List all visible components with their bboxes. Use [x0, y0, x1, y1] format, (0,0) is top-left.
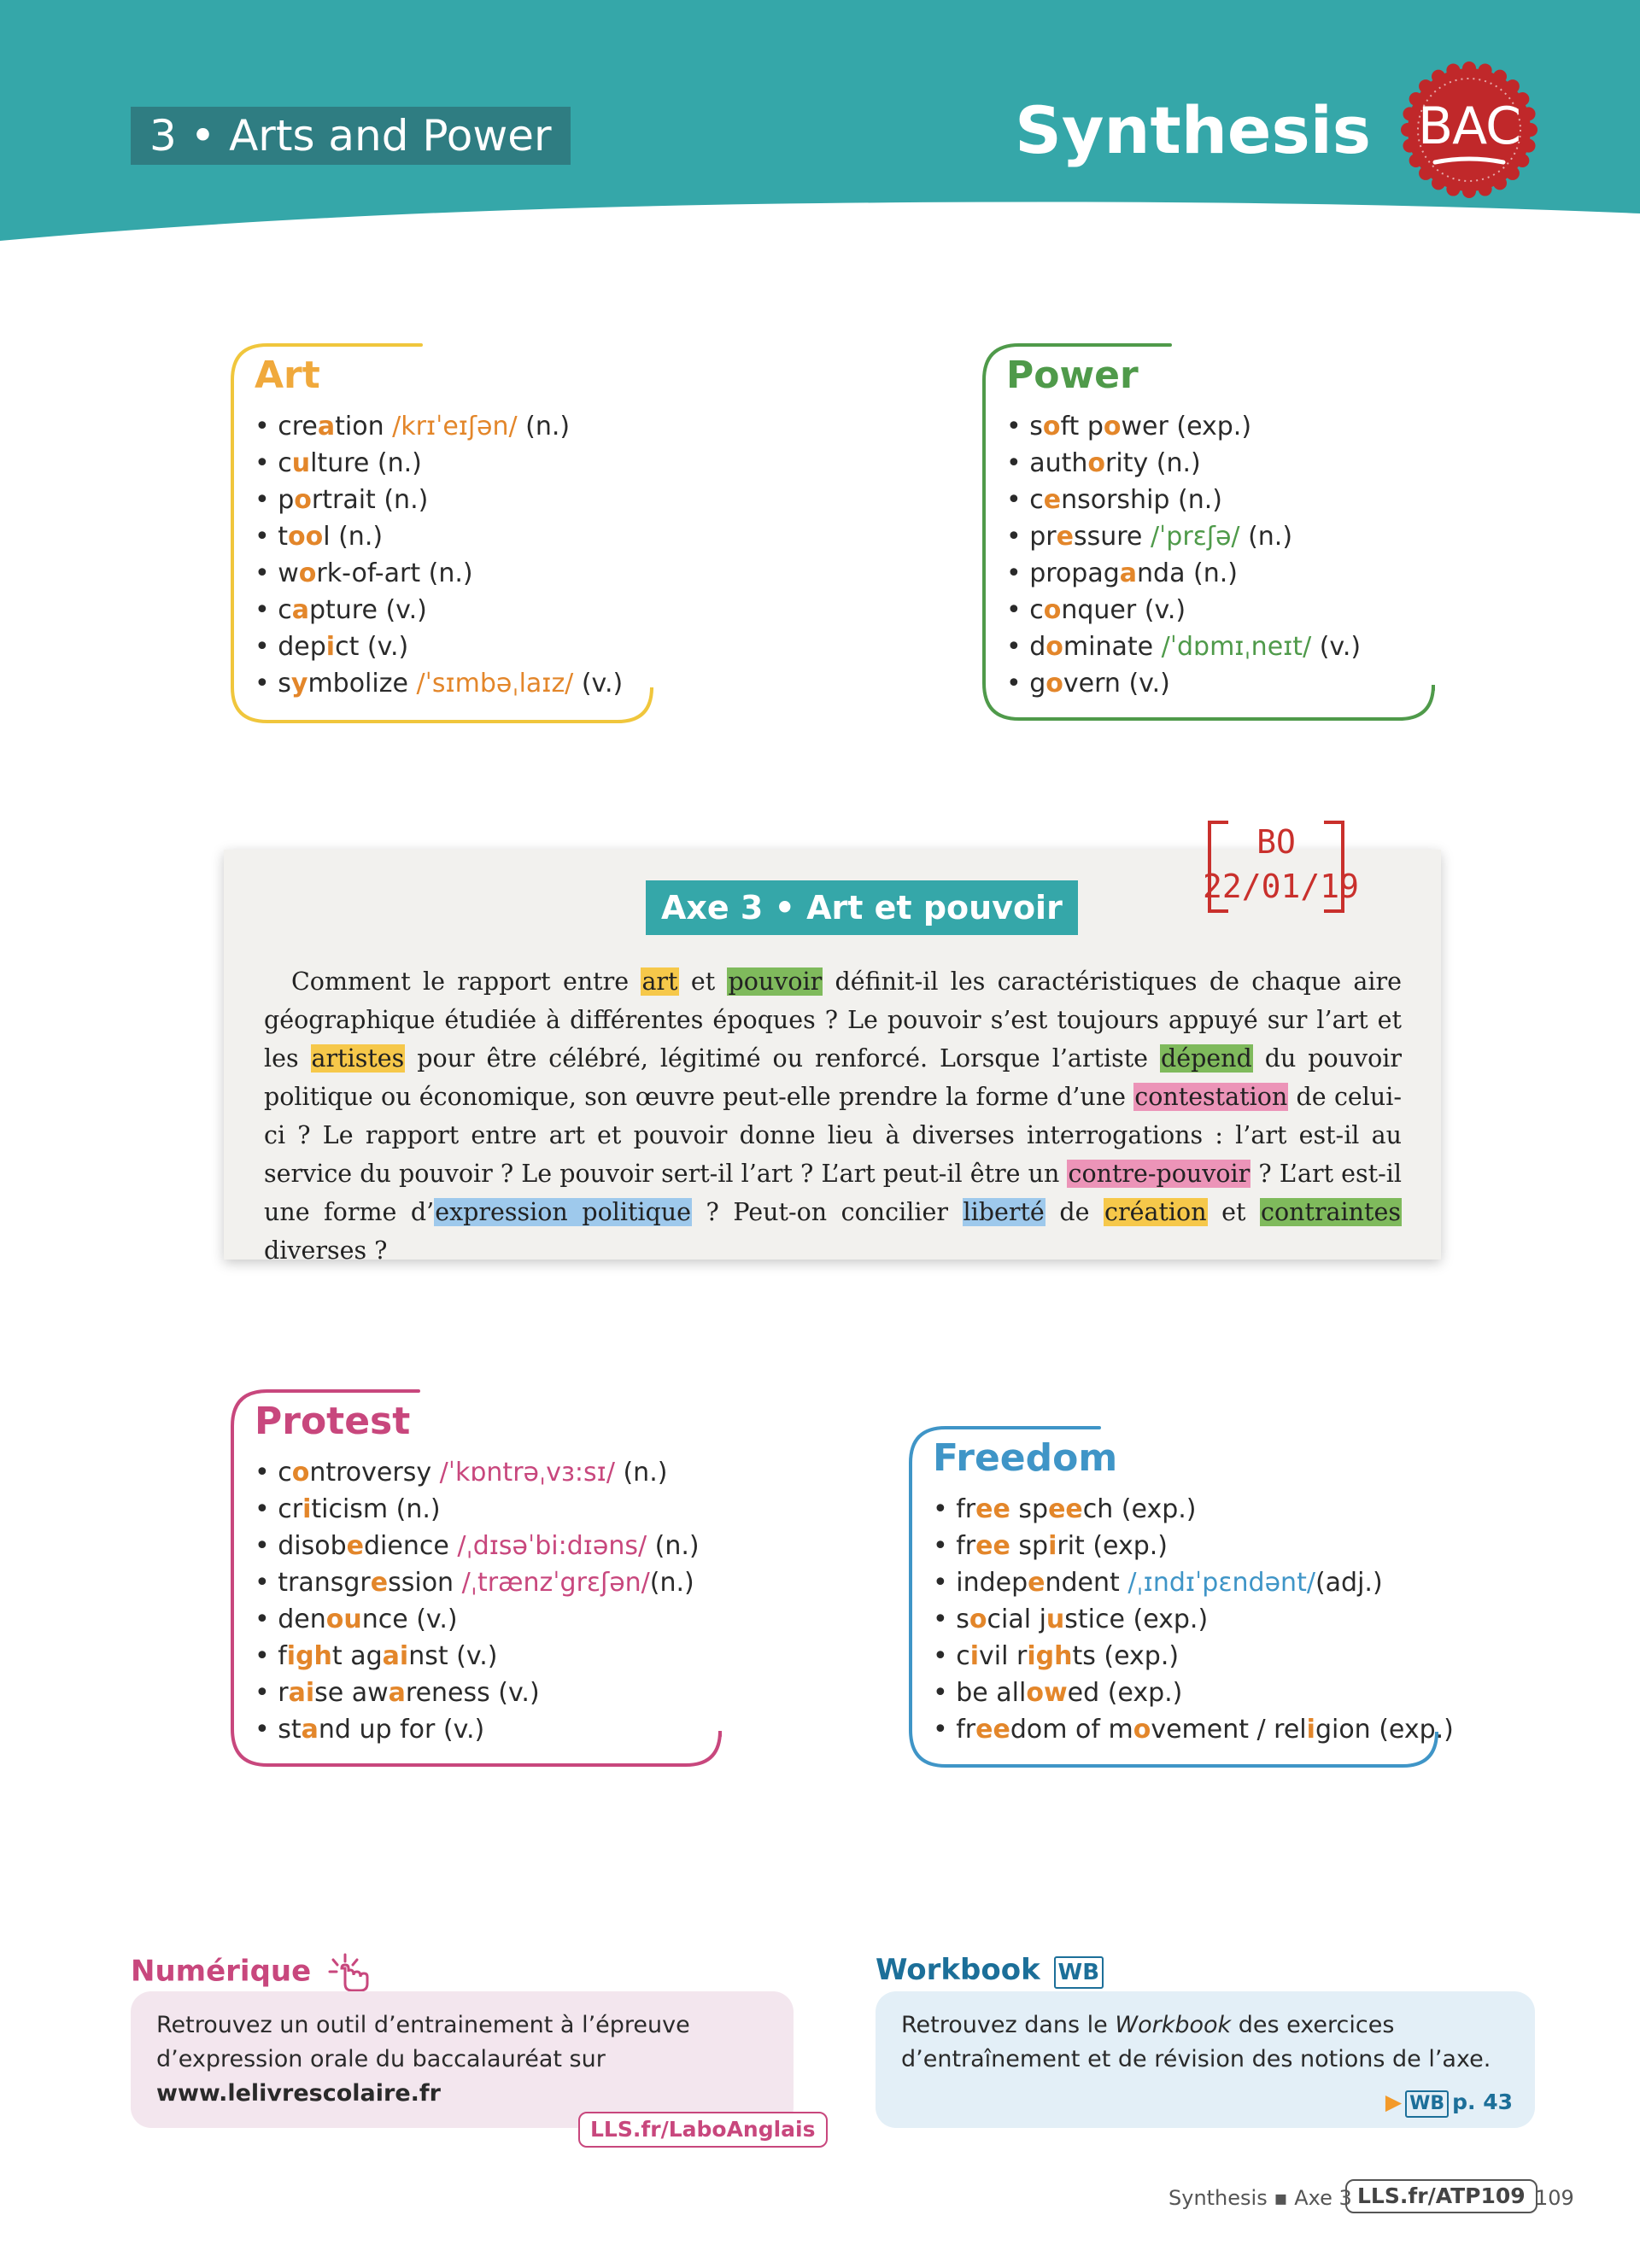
vocab-text: r: [278, 1678, 289, 1708]
vocab-list-freedom: [933, 1491, 1454, 1748]
stressed-letters: a: [317, 412, 336, 441]
vocab-text: fr: [956, 1715, 976, 1745]
vocab-text: c: [1029, 595, 1044, 625]
vocab-item: [933, 1711, 1454, 1748]
axe-text-segment: diverses ?: [264, 1236, 388, 1265]
page-title: Synthesis: [1015, 92, 1371, 168]
stressed-letters: o: [1043, 595, 1062, 625]
stressed-letters: i: [969, 1641, 980, 1671]
vocab-text: ct (v.): [335, 632, 409, 662]
vocab-text: ndent: [1045, 1568, 1128, 1598]
vocab-text: vement / rel: [1151, 1715, 1307, 1745]
vocab-text: nd up for (v.): [318, 1715, 485, 1745]
vocab-text: ntroversy: [309, 1458, 440, 1488]
vocab-text: (n.): [614, 1458, 668, 1488]
vocab-box-freedom: [907, 1424, 1454, 1774]
stressed-letters: o: [1103, 412, 1122, 441]
vocab-item: [933, 1638, 1454, 1675]
vocab-text: ssure: [1073, 522, 1151, 552]
vocab-list-power: [1006, 408, 1361, 702]
stressed-letters: ai: [382, 1641, 409, 1671]
vocab-text: rtrait (n.): [311, 485, 429, 515]
vocab-text: cial j: [987, 1605, 1046, 1634]
vocab-box-protest: [229, 1388, 724, 1772]
highlighted-keyword: contre-pouvoir: [1068, 1160, 1250, 1188]
stressed-letters: i: [325, 632, 336, 662]
vocab-item: [255, 445, 623, 482]
highlighted-keyword: création: [1104, 1198, 1207, 1226]
axe-text-segment: et: [1207, 1198, 1260, 1226]
vocab-text: (n.): [1239, 522, 1293, 552]
axe-text-segment: de: [1045, 1198, 1104, 1226]
vocab-item: [1006, 518, 1361, 555]
vocab-text: tion: [335, 412, 393, 441]
stressed-letters: o: [298, 558, 317, 588]
workbook-text-em: Workbook: [1115, 2012, 1232, 2038]
vocab-item: [255, 1675, 700, 1711]
vocab-text: nquer (v.): [1061, 595, 1186, 625]
vocab-item: [933, 1601, 1454, 1638]
vocab-text: vern (v.): [1063, 669, 1170, 699]
numerique-text: [156, 2008, 771, 2111]
vocab-text: ed (exp.): [1067, 1678, 1183, 1708]
vocab-title-power: Power: [1006, 354, 1139, 397]
vocab-item: [1006, 665, 1361, 702]
vocab-text: ssion: [388, 1568, 462, 1598]
vocab-title-protest: Protest: [255, 1400, 411, 1443]
vocab-item: [255, 518, 623, 555]
vocab-text: nst (v.): [408, 1641, 498, 1671]
vocab-item: [1006, 592, 1361, 628]
workbook-page-ref[interactable]: [1385, 2087, 1513, 2118]
stressed-letters: i: [1048, 1531, 1057, 1561]
axe-text-segment: et: [678, 967, 728, 996]
workbook-text-line1: [901, 2008, 1516, 2043]
vocab-item: [933, 1564, 1454, 1601]
phonetic: /krɪˈeɪʃən/: [392, 412, 518, 441]
phonetic: /ˌtrænzˈgrɛʃən/: [461, 1568, 650, 1598]
phonetic: /ˈsɪmbəˌlaɪz/: [416, 669, 574, 699]
stressed-letters: y: [290, 669, 308, 699]
stressed-letters: ee: [975, 1715, 1010, 1745]
vocab-text: rity (n.): [1105, 448, 1201, 478]
numerique-url[interactable]: www.lelivrescolaire.fr: [156, 2080, 441, 2107]
highlighted-keyword: contestation: [1134, 1083, 1288, 1111]
vocab-text: vil r: [979, 1641, 1028, 1671]
vocab-text: ts (exp.): [1072, 1641, 1180, 1671]
workbook-heading: [876, 1951, 1107, 1989]
vocab-text: s: [956, 1605, 969, 1634]
numerique-heading: [131, 1951, 376, 1994]
vocab-text: gion (exp.): [1315, 1715, 1454, 1745]
phonetic: /ˌɪndɪˈpɛndənt/: [1128, 1568, 1315, 1598]
vocab-text: ft p: [1060, 412, 1104, 441]
stressed-letters: igh: [1027, 1641, 1073, 1671]
vocab-item: [933, 1675, 1454, 1711]
workbook-text-post: des exercices: [1231, 2012, 1395, 2038]
vocab-item: [255, 1564, 700, 1601]
chapter-title: 3 • Arts and Power: [131, 107, 571, 165]
vocab-text: g: [1029, 669, 1046, 699]
vocab-text: s: [1029, 412, 1043, 441]
vocab-text: c: [278, 595, 292, 625]
vocab-list-protest: [255, 1454, 700, 1748]
footer-section: Synthesis ▪ Axe 3: [1168, 2186, 1352, 2210]
stressed-letters: a: [1119, 558, 1138, 588]
workbook-ref-page: p. 43: [1452, 2090, 1513, 2114]
bac-badge-label: BAC: [1417, 96, 1521, 156]
stressed-letters: o: [1087, 448, 1106, 478]
vocab-item: [1006, 445, 1361, 482]
vocab-item: [255, 482, 623, 518]
highlighted-keyword: pouvoir: [728, 967, 823, 996]
vocab-item: [255, 555, 623, 592]
vocab-text: s: [278, 669, 291, 699]
highlighted-keyword: expression politique: [435, 1198, 691, 1226]
vocab-text: ticism (n.): [311, 1494, 441, 1524]
vocab-text: t ag: [331, 1641, 383, 1671]
stressed-letters: o: [1133, 1715, 1151, 1745]
stressed-letters: a: [291, 595, 309, 625]
vocab-text: nsorship (n.): [1061, 485, 1222, 515]
stressed-letters: o: [969, 1605, 987, 1634]
phonetic: /ˌdɪsəˈbi:dɪəns/: [457, 1531, 647, 1561]
vocab-text: rit (exp.): [1057, 1531, 1168, 1561]
vocab-item: [255, 1491, 700, 1528]
stressed-letters: o: [1046, 669, 1063, 699]
axe-title: Axe 3 • Art et pouvoir: [646, 880, 1078, 935]
stressed-letters: ow: [1026, 1678, 1068, 1708]
stressed-letters: i: [302, 1494, 312, 1524]
vocab-text: be all: [956, 1678, 1027, 1708]
numerique-heading-label: Numérique: [131, 1954, 312, 1989]
vocab-item: [255, 1454, 700, 1491]
vocab-text: fr: [956, 1494, 976, 1524]
stressed-letters: oo: [288, 522, 324, 552]
stressed-letters: e: [1028, 1568, 1046, 1598]
labo-anglais-link[interactable]: LLS.fr/LaboAnglais: [578, 2112, 828, 2148]
vocab-text: (n.): [517, 412, 571, 441]
numerique-text-line1: Retrouvez un outil d’entrainement à l’épreuve: [156, 2012, 690, 2038]
play-arrow-icon: ▶: [1385, 2090, 1403, 2114]
vocab-text: f: [278, 1641, 287, 1671]
vocab-text: dience: [364, 1531, 458, 1561]
vocab-text: (n.): [649, 1568, 694, 1598]
vocab-text: c: [956, 1641, 970, 1671]
numerique-box: [131, 1991, 794, 2128]
vocab-text: rk-of-art (n.): [316, 558, 473, 588]
stressed-letters: o: [1042, 412, 1061, 441]
axe-text-segment: de celui-ci ? Le rapport entre art et pouvoir donne lieu à diverses interrogations : l’art est-il au service du pouvoir ? Le pouvoir sert-il l’art ? L’art peut-il être un: [264, 1083, 1402, 1188]
vocab-text: ch (exp.): [1082, 1494, 1197, 1524]
highlighted-keyword: dépend: [1160, 1044, 1252, 1073]
vocab-text: cr: [278, 1494, 303, 1524]
stressed-letters: o: [294, 485, 312, 515]
workbook-box: [876, 1991, 1535, 2128]
vocab-list-art: [255, 408, 623, 702]
pointer-click-icon: [326, 1951, 376, 1994]
vocab-text: nce (v.): [361, 1605, 458, 1634]
axe-text-segment: définit-il les caractéristiques de chaque aire géographique étudiée à différentes époques ? Le pouvoir s’est toujours appuyé sur l’art et les: [264, 967, 1402, 1073]
vocab-text: fr: [956, 1531, 976, 1561]
vocab-item: [1006, 408, 1361, 445]
axe-paragraph: [264, 962, 1402, 1270]
vocab-text: auth: [1029, 448, 1088, 478]
phonetic: /ˈkɒntrəˌvɜ:sɪ/: [439, 1458, 615, 1488]
vocab-item: [1006, 555, 1361, 592]
vocab-text: propag: [1029, 558, 1120, 588]
vocab-box-art: [229, 342, 656, 726]
vocab-text: wer (exp.): [1121, 412, 1252, 441]
vocab-text: st: [278, 1715, 302, 1745]
axe-text-segment: pour être célébré, légitimé ou renforcé. Lorsque l’artiste: [405, 1044, 1160, 1073]
vocab-text: w: [278, 558, 299, 588]
vocab-box-power: [981, 342, 1438, 726]
stressed-letters: ee: [975, 1494, 1010, 1524]
stressed-letters: o: [1046, 632, 1063, 662]
vocab-item: [933, 1491, 1454, 1528]
vocab-text: (v.): [1311, 632, 1362, 662]
stressed-letters: a: [301, 1715, 319, 1745]
stressed-letters: o: [291, 1458, 310, 1488]
phonetic: /ˈdɒmɪˌneɪt/: [1161, 632, 1312, 662]
stressed-letters: e: [370, 1568, 389, 1598]
vocab-text: pr: [1029, 522, 1057, 552]
workbook-text-line2: d’entraînement et de révision des notions de l’axe.: [901, 2046, 1491, 2072]
vocab-item: [255, 1638, 700, 1675]
vocab-item: [255, 1711, 700, 1748]
vocab-text: t: [278, 522, 288, 552]
vocab-title-art: Art: [255, 354, 320, 397]
highlighted-keyword: contraintes: [1261, 1198, 1401, 1226]
stressed-letters: ou: [325, 1605, 362, 1634]
vocab-text: reness (v.): [405, 1678, 540, 1708]
stressed-letters: e: [1043, 485, 1062, 515]
vocab-text: pture (v.): [308, 595, 427, 625]
stressed-letters: u: [291, 448, 311, 478]
vocab-item: [255, 592, 623, 628]
vocab-text: minate: [1063, 632, 1162, 662]
footer-link[interactable]: LLS.fr/ATP109: [1345, 2179, 1538, 2213]
vocab-text: l (n.): [323, 522, 384, 552]
workbook-text: [901, 2008, 1516, 2077]
vocab-text: cre: [278, 412, 318, 441]
stressed-letters: a: [388, 1678, 406, 1708]
vocab-item: [255, 628, 623, 665]
vocab-text: se aw: [314, 1678, 389, 1708]
vocab-item: [933, 1528, 1454, 1564]
phonetic: /ˈprɛʃə/: [1150, 522, 1240, 552]
workbook-text-pre: Retrouvez dans le: [901, 2012, 1116, 2038]
vocab-text: (n.): [647, 1531, 700, 1561]
vocab-item: [1006, 628, 1361, 665]
vocab-text: c: [278, 448, 292, 478]
vocab-item: [255, 1528, 700, 1564]
vocab-text: p: [278, 485, 295, 515]
stressed-letters: i: [1306, 1715, 1315, 1745]
vocab-text: c: [278, 1458, 292, 1488]
bo-stamp-line1: BO: [1256, 823, 1296, 861]
stressed-letters: u: [1046, 1605, 1065, 1634]
vocab-text: sp: [1010, 1531, 1049, 1561]
vocab-text: disob: [278, 1531, 347, 1561]
axe-text-segment: du pouvoir politique ou économique, son œuvre peut-elle prendre la forme d’une: [264, 1044, 1402, 1111]
vocab-text: dom of m: [1010, 1715, 1133, 1745]
stressed-letters: e: [1056, 522, 1074, 552]
vocab-text: den: [278, 1605, 326, 1634]
stressed-letters: ee: [1048, 1494, 1083, 1524]
stressed-letters: igh: [286, 1641, 332, 1671]
axe-text-segment: ? Peut-on concilier: [692, 1198, 963, 1226]
workbook-icon: WB: [1054, 1956, 1104, 1989]
workbook-heading-label: Workbook: [876, 1953, 1040, 1987]
bo-stamp-text: [1203, 820, 1360, 909]
vocab-text: lture (n.): [310, 448, 422, 478]
vocab-text: transgr: [278, 1568, 371, 1598]
vocab-item: [255, 408, 623, 445]
stressed-letters: ai: [288, 1678, 315, 1708]
numerique-text-line2: d’expression orale du baccalauréat sur: [156, 2046, 606, 2072]
workbook-ref-icon: WB: [1405, 2090, 1449, 2118]
vocab-text: indep: [956, 1568, 1028, 1598]
vocab-text: dep: [278, 632, 326, 662]
axe-text-segment: ? L’art est-il une forme d’: [264, 1160, 1402, 1226]
vocab-text: (adj.): [1315, 1568, 1383, 1598]
stressed-letters: e: [346, 1531, 364, 1561]
bo-stamp-line2: 22/01/19: [1203, 868, 1360, 905]
highlighted-keyword: liberté: [963, 1198, 1045, 1226]
vocab-text: sp: [1010, 1494, 1049, 1524]
vocab-title-freedom: Freedom: [933, 1436, 1118, 1480]
vocab-text: nda (n.): [1137, 558, 1238, 588]
highlighted-keyword: art: [641, 967, 678, 996]
vocab-item: [255, 665, 623, 702]
vocab-text: (v.): [573, 669, 624, 699]
highlighted-keyword: artistes: [311, 1044, 405, 1073]
axe-text-segment: Comment le rapport entre: [291, 967, 641, 996]
vocab-text: d: [1029, 632, 1046, 662]
vocab-item: [1006, 482, 1361, 518]
vocab-text: mbolize: [308, 669, 417, 699]
vocab-text: c: [1029, 485, 1044, 515]
vocab-text: stice (exp.): [1064, 1605, 1209, 1634]
vocab-item: [255, 1601, 700, 1638]
page-number: 109: [1535, 2186, 1574, 2210]
stressed-letters: ee: [975, 1531, 1010, 1561]
